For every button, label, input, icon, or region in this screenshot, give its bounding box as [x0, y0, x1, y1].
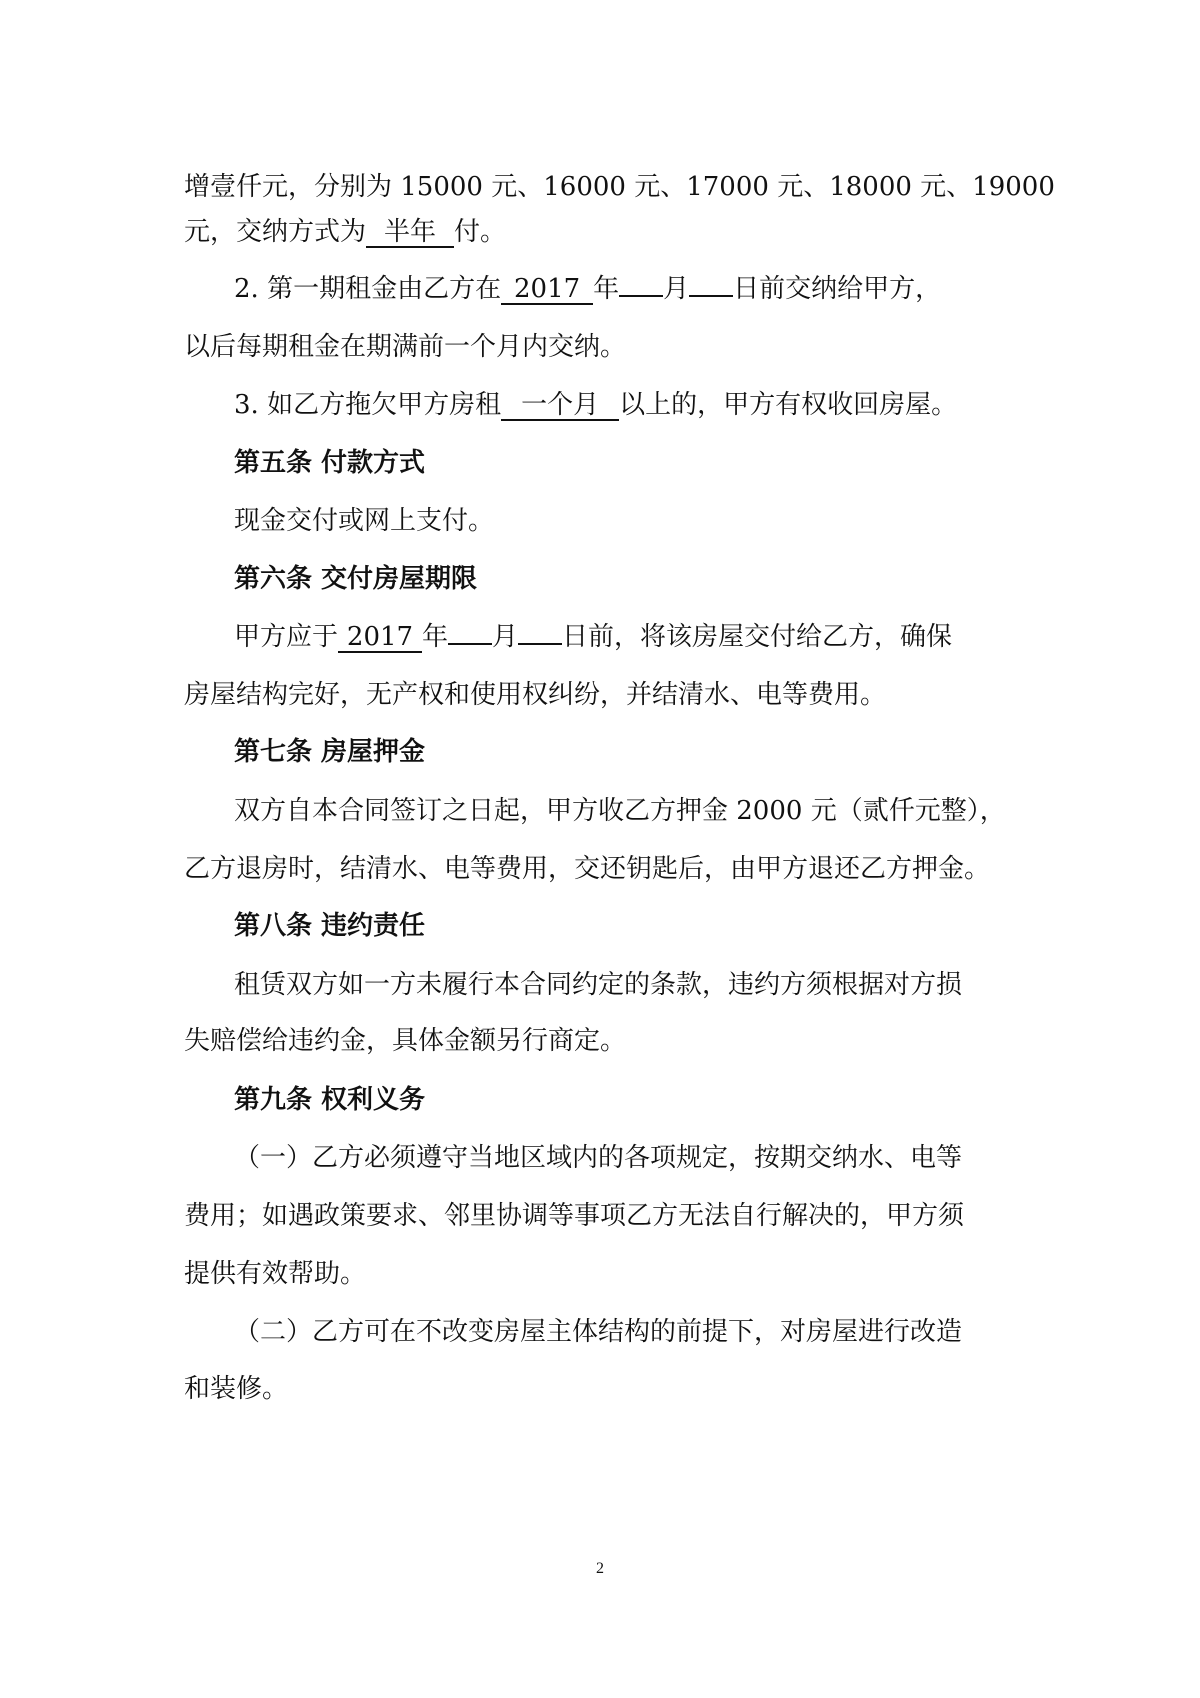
text-segment: 日前交纳给甲方，: [733, 274, 942, 304]
body-line: 和装修。: [184, 1374, 289, 1404]
empty-blank: [518, 643, 562, 645]
text-segment: 月: [492, 622, 519, 652]
body-line: 双方自本合同签订之日起，甲方收乙方押金 2000 元（贰仟元整），: [234, 796, 1006, 826]
filled-blank: 2017: [338, 623, 422, 653]
section-heading: 第七条 房屋押金: [234, 737, 426, 767]
body-line: [234, 388, 1024, 422]
body-line: [184, 215, 1024, 249]
section-heading: 第五条 付款方式: [234, 448, 426, 478]
text-segment: 年: [593, 274, 620, 304]
section-heading: 第九条 权利义务: [234, 1085, 426, 1115]
body-line: [234, 620, 1024, 654]
empty-blank: [689, 295, 733, 297]
text-segment: 付。: [454, 217, 507, 247]
text-segment: 2. 第一期租金由乙方在: [234, 274, 502, 304]
body-line: 提供有效帮助。: [184, 1259, 367, 1289]
body-line: 失赔偿给违约金，具体金额另行商定。: [184, 1026, 627, 1056]
body-line: 现金交付或网上支付。: [234, 506, 495, 536]
filled-blank: 2017: [501, 275, 593, 305]
body-line: 租赁双方如一方未履行本合同约定的条款，违约方须根据对方损: [234, 970, 963, 1000]
text-segment: 以上的，甲方有权收回房屋。: [619, 390, 958, 420]
empty-blank: [619, 295, 663, 297]
body-line: 增壹仟元，分别为 15000 元、16000 元、17000 元、18000 元、19000: [184, 172, 1055, 202]
body-line: 费用；如遇政策要求、邻里协调等事项乙方无法自行解决的，甲方须: [184, 1201, 965, 1231]
filled-blank: 一个月: [501, 391, 619, 421]
section-heading: 第六条 交付房屋期限: [234, 564, 478, 594]
text-segment: 3. 如乙方拖欠甲方房租: [234, 390, 502, 420]
section-heading: 第八条 违约责任: [234, 911, 426, 941]
filled-blank: 半年: [366, 218, 454, 248]
body-line: （二）乙方可在不改变房屋主体结构的前提下，对房屋进行改造: [234, 1317, 963, 1347]
text-segment: 年: [422, 622, 449, 652]
text-segment: 元，交纳方式为: [184, 217, 367, 247]
body-line: （一）乙方必须遵守当地区域内的各项规定，按期交纳水、电等: [234, 1143, 963, 1173]
text-segment: 日前，将该房屋交付给乙方，确保: [562, 622, 953, 652]
body-line: 乙方退房时，结清水、电等费用，交还钥匙后，由甲方退还乙方押金。: [184, 854, 991, 884]
body-line: 以后每期租金在期满前一个月内交纳。: [184, 332, 627, 362]
text-segment: 月: [663, 274, 690, 304]
page-number: 2: [596, 1560, 604, 1577]
body-line: 房屋结构完好，无产权和使用权纠纷，并结清水、电等费用。: [184, 680, 887, 710]
body-line: [234, 272, 1024, 306]
text-segment: 甲方应于: [234, 622, 339, 652]
empty-blank: [448, 643, 492, 645]
